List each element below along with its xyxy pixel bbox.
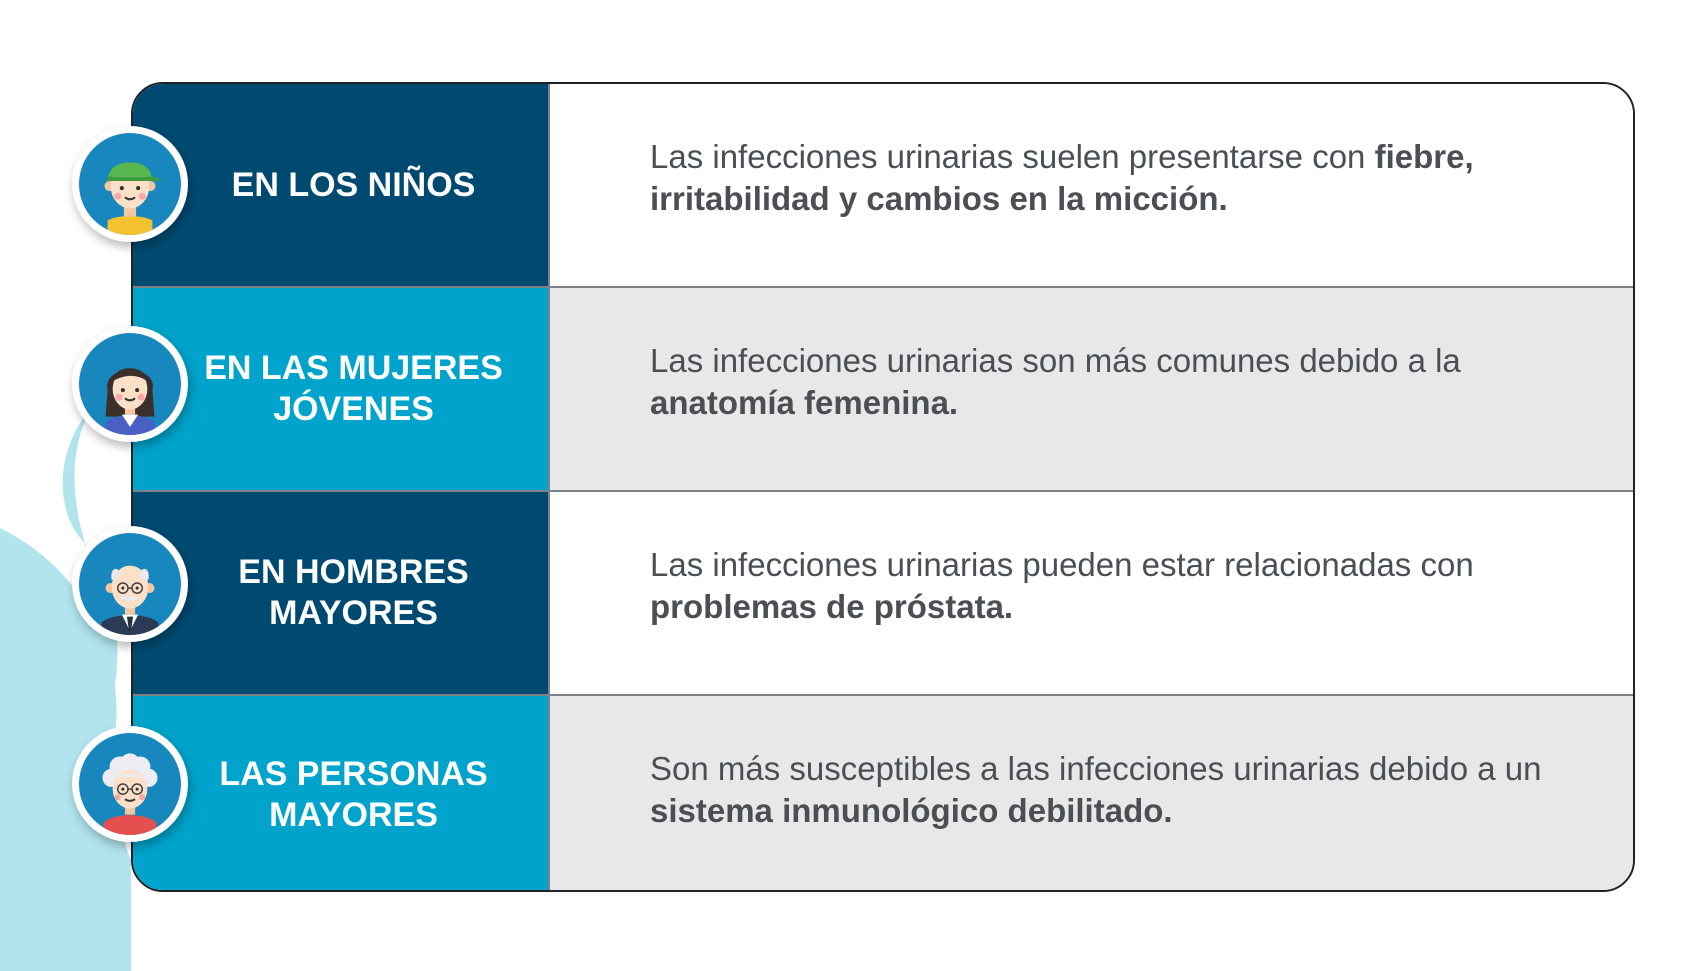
description-text: Las infecciones urinarias pueden estar relacionadas con xyxy=(650,546,1474,583)
category-label: EN HOMBRES MAYORES xyxy=(133,492,548,694)
age-groups-table xyxy=(131,82,1635,892)
woman-avatar-icon xyxy=(72,326,188,442)
old-man-avatar-icon xyxy=(72,526,188,642)
description xyxy=(548,696,1633,892)
description-text: Son más susceptibles a las infecciones urinarias debido a un xyxy=(650,750,1542,787)
row-elderly xyxy=(133,694,1633,892)
category-label: EN LOS NIÑOS xyxy=(133,84,548,286)
description-bold: anatomía femenina. xyxy=(650,384,959,421)
row-older-men xyxy=(133,490,1633,694)
category-label: LAS PERSONAS MAYORES xyxy=(133,696,548,892)
category-label: EN LAS MUJERES JÓVENES xyxy=(133,288,548,490)
row-children xyxy=(133,84,1633,286)
boy-avatar-icon xyxy=(72,126,188,242)
description-text: Las infecciones urinarias son más comunes debido a la xyxy=(650,342,1461,379)
description xyxy=(548,84,1633,286)
description-bold: fiebre, irritabilidad y cambios en la micción. xyxy=(650,138,1474,217)
description xyxy=(548,492,1633,694)
description-bold: sistema inmunológico debilitado. xyxy=(650,792,1173,829)
description-text: Las infecciones urinarias suelen presentarse con xyxy=(650,138,1375,175)
description-bold: problemas de próstata. xyxy=(650,588,1014,625)
old-woman-avatar-icon xyxy=(72,726,188,842)
row-young-women xyxy=(133,286,1633,490)
description xyxy=(548,288,1633,490)
